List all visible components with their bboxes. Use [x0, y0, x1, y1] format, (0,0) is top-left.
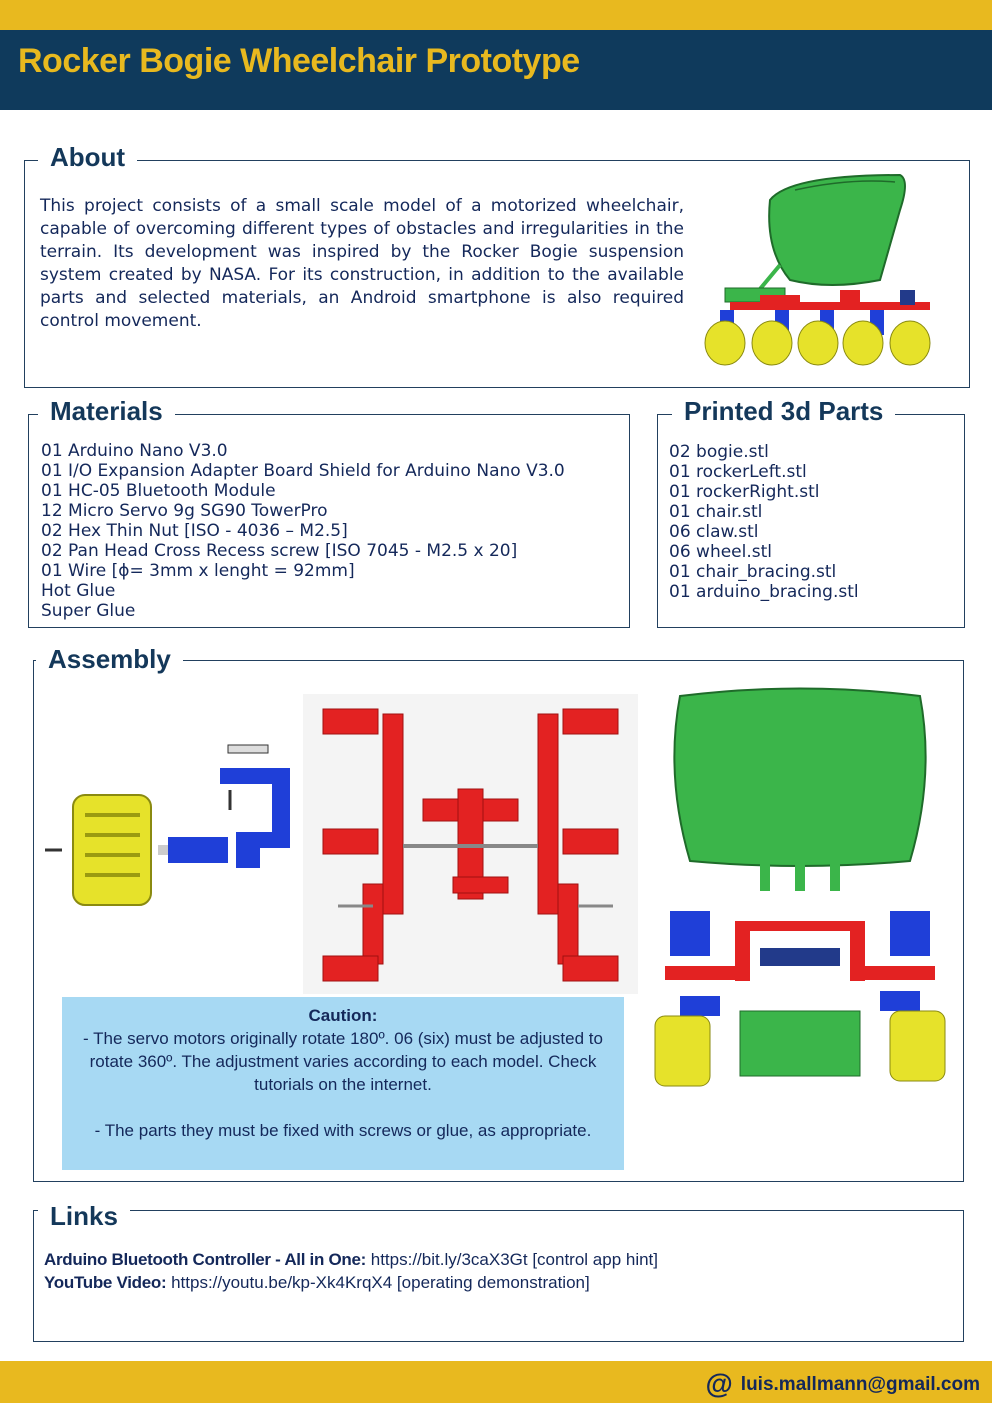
at-icon: @: [705, 1368, 733, 1399]
list-item: 02 Hex Thin Nut [ISO - 4036 – M2.5]: [41, 521, 348, 541]
top-accent-bar: [0, 0, 992, 30]
list-item: 01 chair_bracing.stl: [669, 562, 837, 582]
list-item: 01 Wire [ϕ= 3mm x lenght = 92mm]: [41, 561, 355, 581]
email-text: luis.mallmann@gmail.com: [740, 1374, 980, 1395]
about-heading: About: [38, 142, 137, 172]
list-item: 01 I/O Expansion Adapter Board Shield for Arduino Nano V3.0: [41, 461, 565, 481]
list-item: Hot Glue: [41, 581, 116, 601]
links-heading: Links: [38, 1201, 130, 1231]
materials-list: [41, 441, 565, 621]
link-label: Arduino Bluetooth Controller - All in One:: [44, 1250, 367, 1269]
printed-parts-list: [669, 442, 859, 602]
author-email[interactable]: [705, 1368, 980, 1400]
list-item: 02 bogie.stl: [669, 442, 769, 462]
caution-text-1: - The servo motors originally rotate 180º. 06 (six) must be adjusted to rotate 360º. The adjustment varies according to each model. Check tutorials on the internet.: [83, 1029, 603, 1094]
materials-heading: Materials: [38, 396, 175, 426]
about-text: This project consists of a small scale model of a motorized wheelchair, capable of overcoming different types of obstacles and irregularities in the terrain. Its development was inspired by the Rocker Bogie suspension system created by NASA. For its construction, in addition to the available parts and selected materials, an Android smartphone is also required control movement.: [40, 196, 684, 331]
link-value: https://youtu.be/kp-Xk4KrqX4 [operating demonstration]: [166, 1273, 590, 1292]
list-item: 02 Pan Head Cross Recess screw [ISO 7045 - M2.5 x 20]: [41, 541, 518, 561]
rocker-bogie-frame-illustration: [303, 694, 638, 994]
list-item: 01 rockerRight.stl: [669, 482, 820, 502]
list-item: 06 claw.stl: [669, 522, 759, 542]
list-item: 01 chair.stl: [669, 502, 763, 522]
list-item: 01 rockerLeft.stl: [669, 462, 807, 482]
link-youtube-video[interactable]: [44, 1271, 658, 1294]
caution-box: [62, 997, 624, 1170]
caution-text-2: - The parts they must be fixed with screws or glue, as appropriate.: [94, 1121, 592, 1140]
link-arduino-controller[interactable]: [44, 1248, 658, 1271]
list-item: 06 wheel.stl: [669, 542, 773, 562]
printed-parts-heading: Printed 3d Parts: [672, 396, 895, 426]
link-label: YouTube Video:: [44, 1273, 167, 1292]
list-item: 01 Arduino Nano V3.0: [41, 441, 228, 461]
list-item: 01 arduino_bracing.stl: [669, 582, 859, 602]
page-title: Rocker Bogie Wheelchair Prototype: [18, 42, 580, 80]
links-text: [44, 1248, 658, 1294]
list-item: 12 Micro Servo 9g SG90 TowerPro: [41, 501, 328, 521]
wheel-servo-exploded-illustration: [40, 740, 300, 915]
link-value: https://bit.ly/3caX3Gt [control app hint]: [366, 1250, 659, 1269]
list-item: Super Glue: [41, 601, 136, 621]
wheelchair-render-illustration: [700, 170, 940, 370]
caution-title: Caution:: [308, 1006, 378, 1025]
assembly-heading: Assembly: [36, 644, 183, 674]
chair-electronics-illustration: [650, 686, 950, 1096]
list-item: 01 HC-05 Bluetooth Module: [41, 481, 276, 501]
